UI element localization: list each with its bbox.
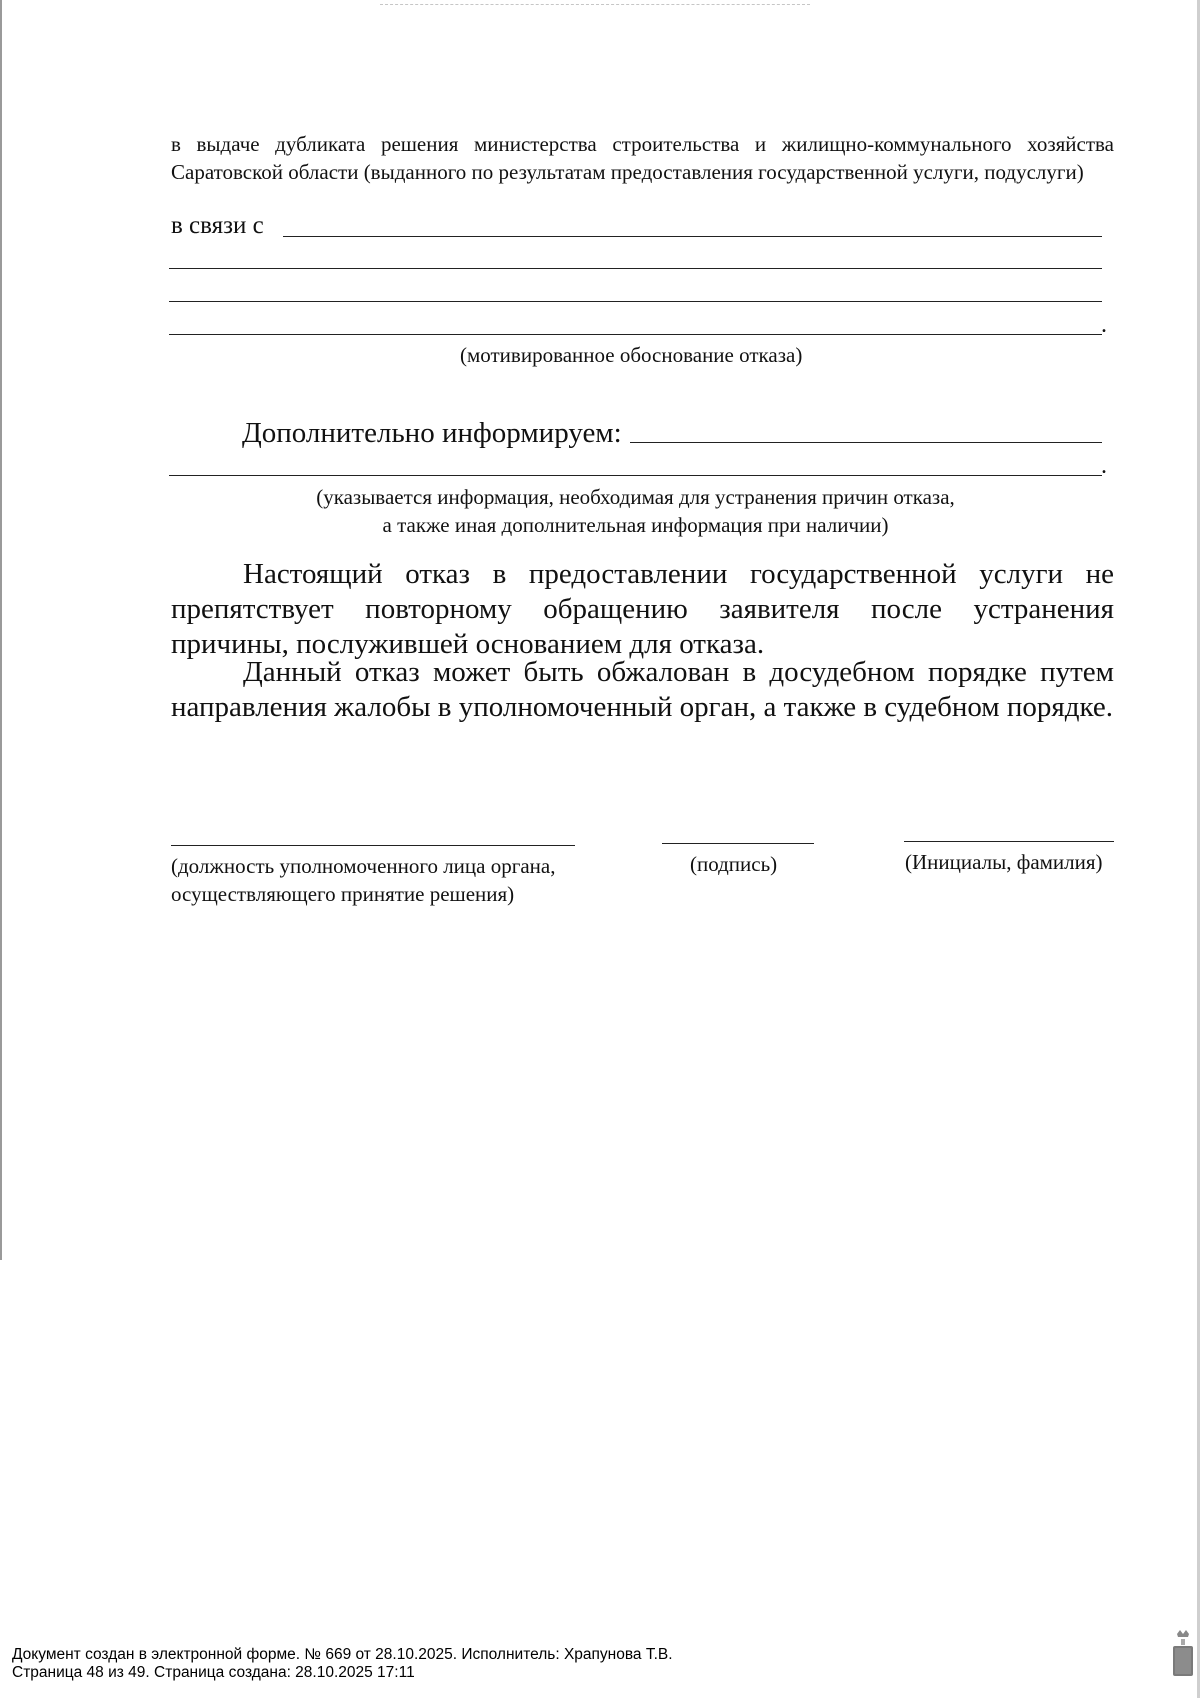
- name-caption: (Инициалы, фамилия): [905, 850, 1103, 874]
- reason-line-4: [169, 334, 1102, 335]
- additional-label: Дополнительно информируем:: [242, 417, 622, 449]
- scan-left-edge: [0, 0, 2, 1260]
- footer-line-1: Документ создан в электронной форме. № 669 от 28.10.2025. Исполнитель: Храпунова Т.В.: [12, 1646, 673, 1663]
- reason-line-2: [169, 268, 1102, 269]
- reason-end-dot: .: [1101, 312, 1107, 338]
- document-footer: [12, 1646, 673, 1682]
- footer-line-2: Страница 48 из 49. Страница создана: 28.10.2025 17:11: [12, 1664, 415, 1681]
- reason-line-3: [169, 301, 1102, 302]
- position-caption-line-1: (должность уполномоченного лица органа,: [171, 854, 556, 878]
- paragraph-appeal: Данный отказ может быть обжалован в досудебном порядке путем направления жалобы в уполномоченный орган, а также в судебном порядке.: [171, 656, 1114, 723]
- signature-caption: (подпись): [690, 852, 778, 876]
- signature-line: [662, 843, 814, 844]
- paragraph-refusal-no-obstacle: Настоящий отказ в предоставлении государственной услуги не препятствует повторному обращению заявителя после устранения причины, послужившей основанием для отказа.: [171, 558, 1114, 660]
- additional-line-1: [630, 442, 1102, 443]
- scan-top-mark: [380, 4, 810, 6]
- reason-caption: (мотивированное обоснование отказа): [460, 343, 803, 367]
- reason-line-1: [283, 236, 1102, 237]
- additional-caption-line-1: (указывается информация, необходимая для устранения причин отказа,: [316, 485, 955, 509]
- position-line: [171, 845, 575, 846]
- reason-label: в связи с: [171, 212, 264, 239]
- electronic-stamp-icon: [1172, 1628, 1194, 1678]
- additional-end-dot: .: [1101, 453, 1107, 479]
- intro-text: в выдаче дубликата решения министерства строительства и жилищно-коммунального хозяйства Саратовской области (выданного по результатам предоставления государственной услуги, подуслуги): [171, 132, 1114, 184]
- additional-caption-line-2: а также иная дополнительная информация при наличии): [382, 513, 889, 537]
- name-line: [904, 841, 1114, 842]
- position-caption-line-2: осуществляющего принятие решения): [171, 882, 515, 906]
- additional-line-2: [169, 475, 1102, 476]
